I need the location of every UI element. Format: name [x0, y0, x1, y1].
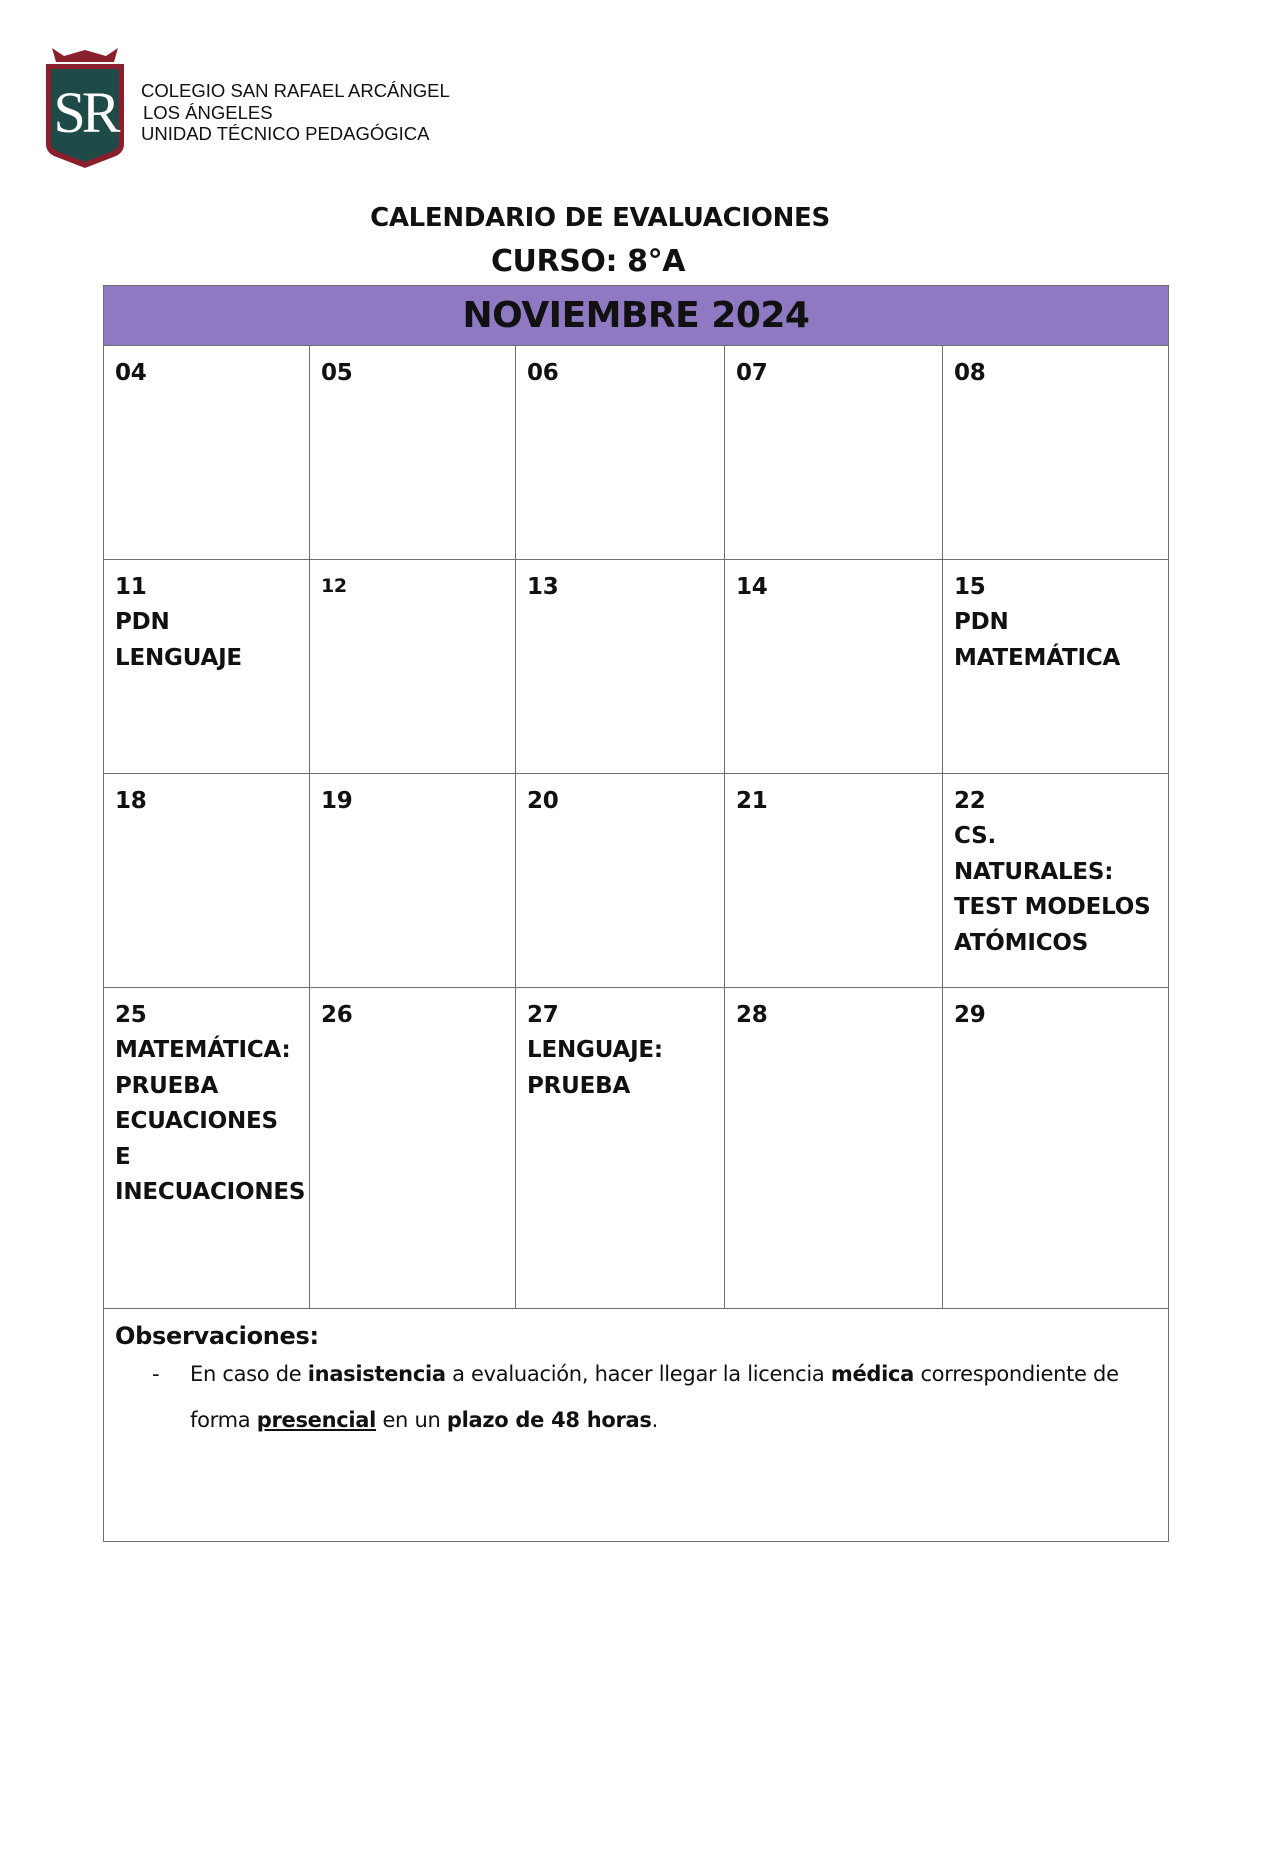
bullet-dash: - [152, 1362, 160, 1386]
day-number: 08 [954, 360, 986, 386]
day-number: 19 [321, 788, 353, 814]
observations-cell [104, 1309, 1169, 1542]
logo-crown [52, 48, 118, 62]
day-number: 20 [527, 788, 559, 814]
day-cell [516, 988, 725, 1309]
obs-bold-text: médica [830, 1362, 915, 1386]
observations-row [104, 1309, 1169, 1542]
course-title: CURSO: 8°A [490, 244, 686, 279]
school-logo [44, 46, 126, 170]
day-number: 21 [736, 788, 768, 814]
day-cell [104, 560, 310, 774]
obs-text: En caso de [190, 1362, 308, 1386]
day-number: 12 [321, 575, 347, 597]
week-row [104, 774, 1169, 988]
day-cell [725, 774, 943, 988]
day-number: 29 [954, 1002, 986, 1028]
day-cell [943, 774, 1169, 988]
event-line: MATEMÁTICA: [115, 1037, 291, 1063]
day-number: 25 [115, 1002, 147, 1028]
event-line: PRUEBA [115, 1072, 219, 1099]
event-line: PDN [115, 609, 170, 635]
document-title: CALENDARIO DE EVALUACIONES [370, 203, 830, 233]
event-line: ECUACIONES E [115, 1108, 278, 1170]
day-cell [725, 988, 943, 1309]
day-cell [725, 560, 943, 774]
obs-bold-text: inasistencia [307, 1362, 446, 1386]
obs-text: . [651, 1408, 659, 1432]
obs-underlined-text: presencial [256, 1408, 377, 1432]
day-cell [104, 988, 310, 1309]
obs-text: en un [376, 1408, 447, 1432]
day-cell [104, 346, 310, 560]
day-number: 26 [321, 1002, 353, 1028]
day-number: 18 [115, 788, 147, 814]
week-row [104, 560, 1169, 774]
event-line: CS. NATURALES: [954, 823, 1114, 885]
day-number: 15 [954, 574, 986, 600]
event-line: LENGUAJE: [527, 1037, 663, 1063]
event-line: TEST MODELOS [954, 894, 1151, 920]
day-cell [310, 988, 516, 1309]
event-line: MATEMÁTICA [954, 644, 1121, 671]
day-number: 04 [115, 360, 147, 386]
obs-text: correspondiente de forma [190, 1362, 1119, 1432]
day-number: 22 [954, 788, 986, 814]
event-line: INECUACIONES [115, 1179, 306, 1205]
school-city: LOS ÁNGELES [143, 101, 273, 123]
obs-text: a evaluación, hacer llegar la licencia [445, 1362, 831, 1386]
school-header [141, 80, 450, 145]
day-cell [310, 346, 516, 560]
event-line: ATÓMICOS [954, 929, 1089, 956]
school-name: COLEGIO SAN RAFAEL ARCÁNGEL [141, 80, 450, 101]
day-cell [725, 346, 943, 560]
observations-title: Observaciones: [115, 1322, 319, 1350]
day-cell [943, 346, 1169, 560]
calendar-table [103, 285, 1169, 1542]
event-line: LENGUAJE [115, 644, 242, 671]
week-row [104, 988, 1169, 1309]
day-number: 28 [736, 1002, 768, 1028]
day-number: 11 [115, 574, 147, 600]
week-row [104, 346, 1169, 560]
day-number: 05 [321, 360, 353, 386]
day-number: 27 [527, 1002, 559, 1028]
day-cell [516, 560, 725, 774]
logo-letters: SR [53, 80, 117, 145]
day-cell [943, 560, 1169, 774]
observation-item [115, 1351, 1156, 1443]
event-line: PRUEBA [527, 1072, 631, 1099]
month-header: NOVIEMBRE 2024 [104, 286, 1169, 346]
day-cell [943, 988, 1169, 1309]
day-cell [516, 774, 725, 988]
day-cell [516, 346, 725, 560]
day-number: 07 [736, 360, 768, 386]
day-cell [310, 560, 516, 774]
day-number: 06 [527, 360, 559, 386]
day-cell [310, 774, 516, 988]
event-line: PDN [954, 609, 1009, 635]
obs-bold-text: plazo de 48 horas [446, 1408, 652, 1432]
day-number: 13 [527, 574, 559, 600]
school-unit: UNIDAD TÉCNICO PEDAGÓGICA [141, 123, 430, 144]
day-number: 14 [736, 574, 768, 600]
day-cell [104, 774, 310, 988]
